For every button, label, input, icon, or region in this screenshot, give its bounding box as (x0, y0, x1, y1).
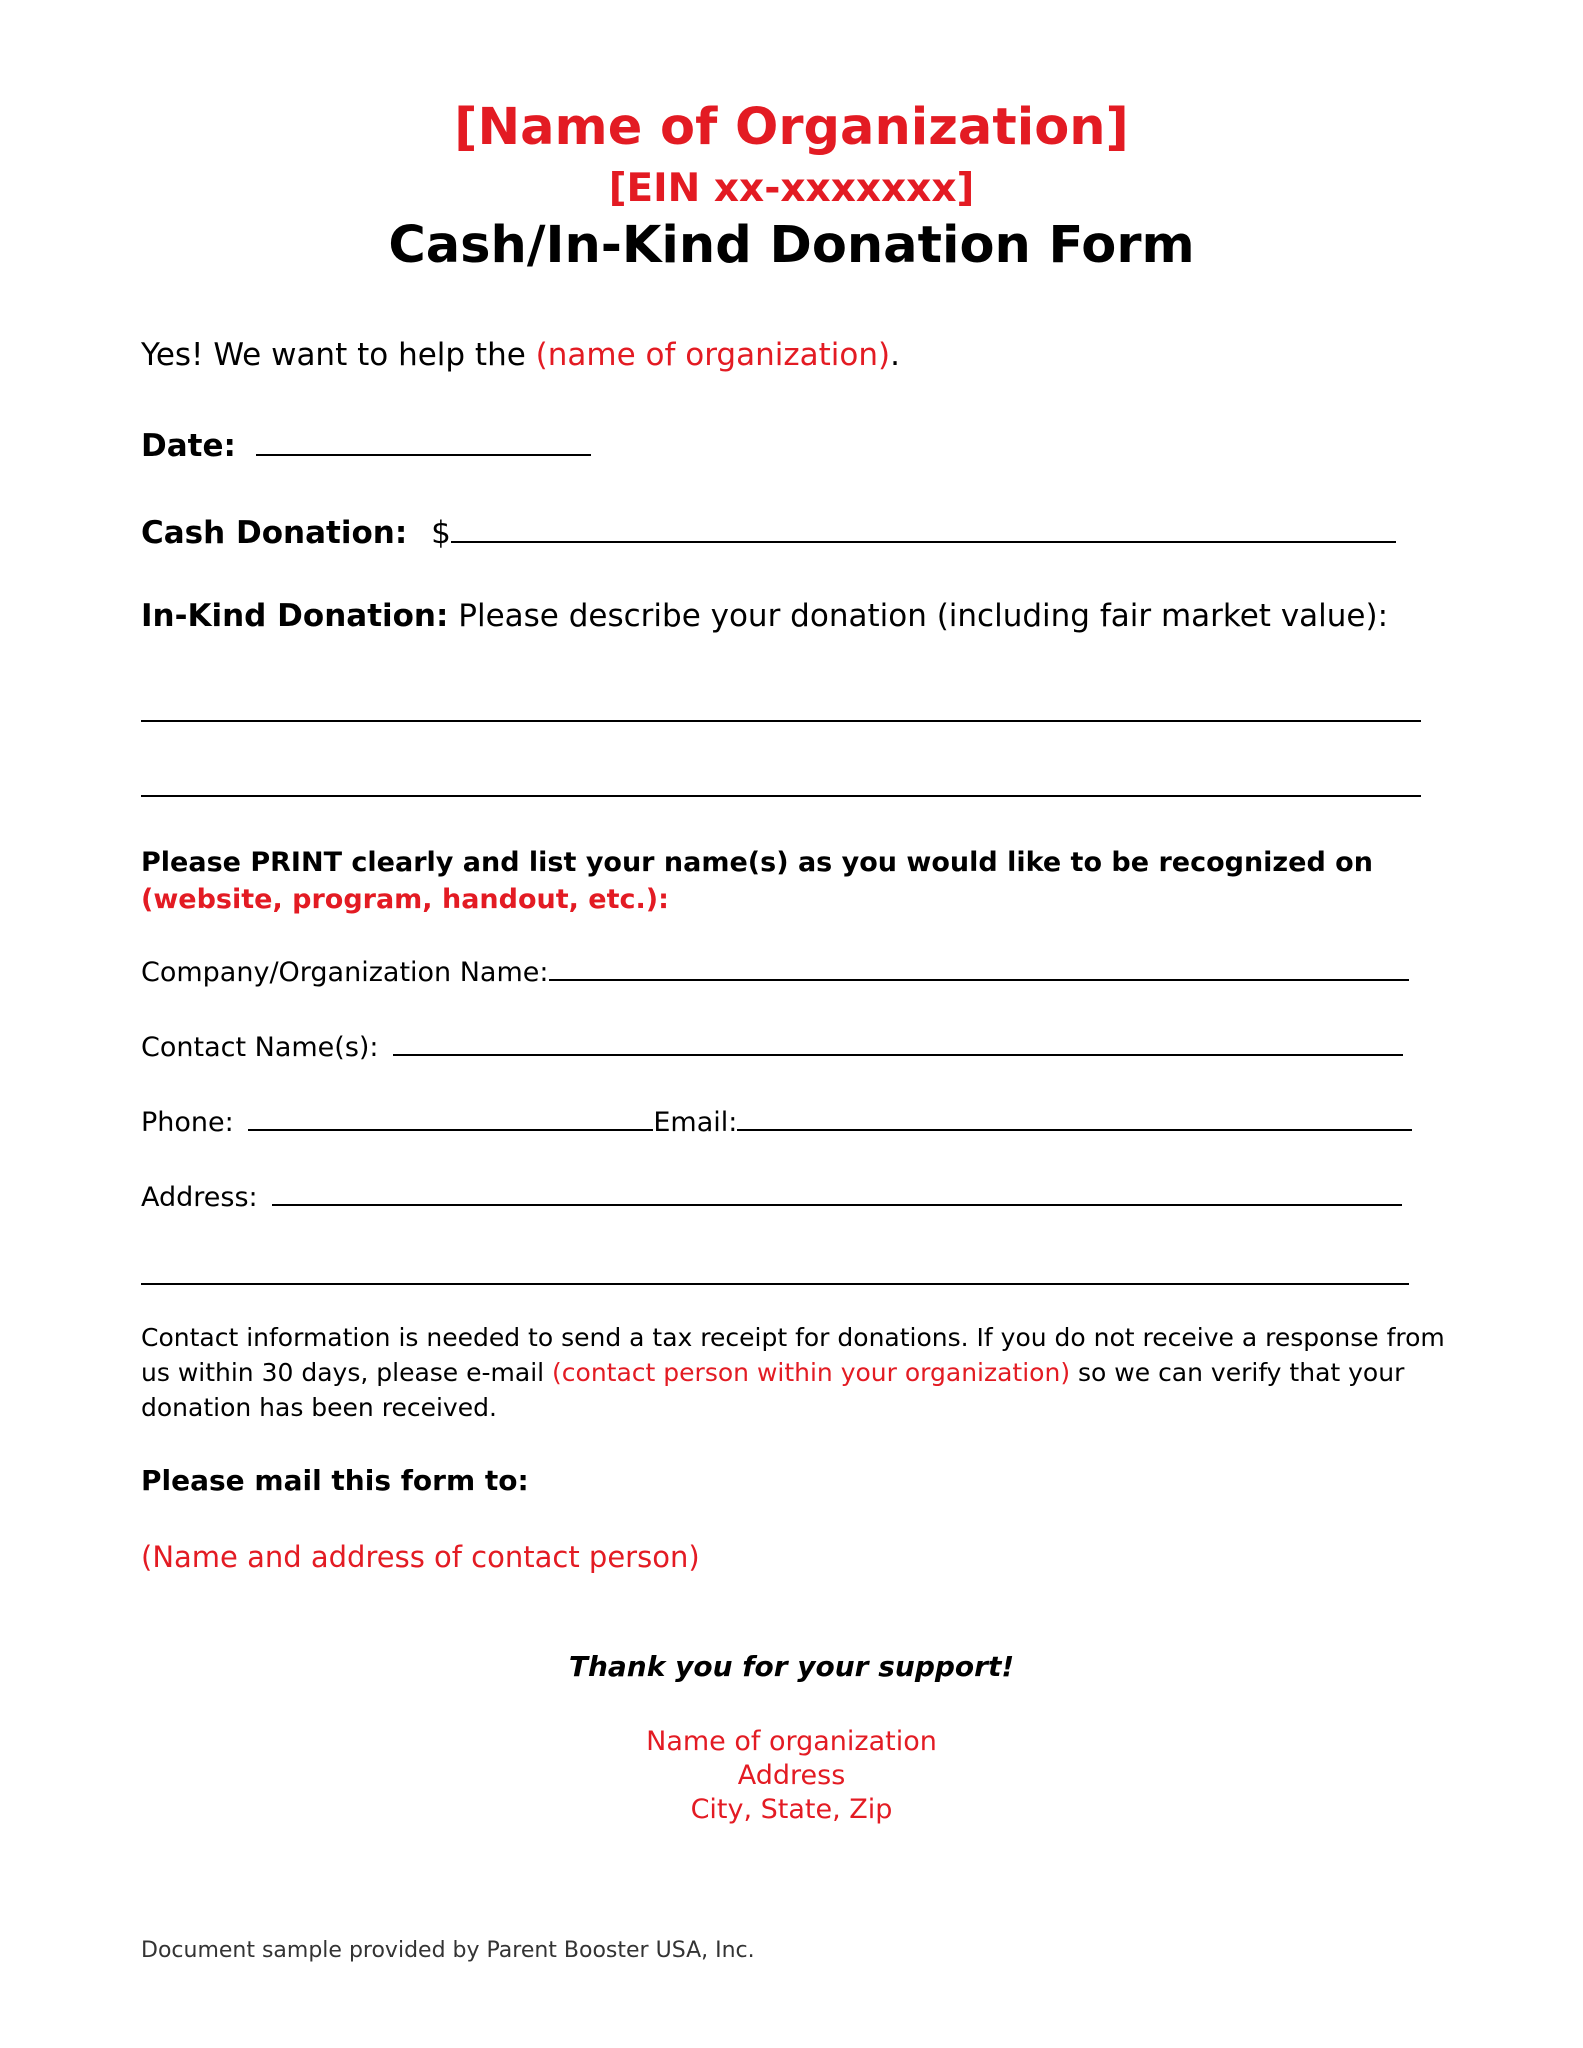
intro-text: Yes! We want to help the (141, 337, 536, 373)
print-instructions-text: Please PRINT clearly and list your name(s) as you would like to be recognized on (141, 847, 1373, 878)
phone-field[interactable] (248, 1103, 653, 1131)
document-credit: Document sample provided by Parent Booster USA, Inc. (141, 1938, 755, 1963)
currency-symbol: $ (431, 515, 451, 551)
thank-you-message: Thank you for your support! (568, 1650, 1015, 1683)
print-instructions (141, 844, 1373, 918)
in-kind-donation-row (141, 598, 1388, 634)
date-field[interactable] (256, 424, 591, 456)
company-row (141, 953, 1409, 988)
footer-city-state-zip: City, State, Zip (690, 1794, 893, 1825)
phone-label: Phone: (141, 1107, 234, 1138)
in-kind-description-line-1[interactable] (141, 720, 1421, 722)
intro-end: . (890, 337, 900, 373)
mail-contact-placeholder: (Name and address of contact person) (141, 1540, 700, 1574)
tax-note-text-1: Contact information is needed to send a tax receipt for donations. If you do not receive a response from us within 30 days, please e-mail (141, 1323, 1445, 1387)
recognition-venues-placeholder: (website, program, handout, etc.): (141, 884, 669, 915)
tax-note-text-2: so we can verify that your donation has been received. (141, 1358, 1405, 1422)
contact-row (141, 1028, 1403, 1063)
cash-donation-label: Cash Donation: (141, 515, 408, 551)
phone-email-row (141, 1103, 1412, 1138)
in-kind-label: In-Kind Donation: (141, 598, 449, 634)
tax-note-contact-placeholder: (contact person within your organization) (552, 1358, 1071, 1387)
contact-label: Contact Name(s): (141, 1032, 379, 1063)
intro-statement (141, 337, 900, 373)
email-field[interactable] (737, 1103, 1412, 1131)
date-row (141, 424, 591, 464)
footer-organization-name: Name of organization (646, 1726, 937, 1757)
email-label: Email: (653, 1107, 738, 1138)
mail-form-label: Please mail this form to: (141, 1464, 529, 1497)
contact-field[interactable] (393, 1028, 1403, 1056)
in-kind-description-line-2[interactable] (141, 795, 1421, 797)
address-line-2[interactable] (141, 1283, 1409, 1285)
address-row (141, 1178, 1402, 1213)
form-title: Cash/In-Kind Donation Form (388, 216, 1195, 275)
organization-name-heading: [Name of Organization] (454, 98, 1129, 157)
address-label: Address: (141, 1182, 258, 1213)
intro-org-placeholder: (name of organization) (535, 337, 891, 373)
cash-amount-field[interactable] (451, 511, 1396, 543)
company-label: Company/Organization Name: (141, 957, 549, 988)
address-field[interactable] (272, 1178, 1402, 1206)
tax-receipt-note (141, 1320, 1461, 1425)
ein-heading: [EIN xx-xxxxxxx] (608, 166, 975, 211)
date-label: Date: (141, 428, 236, 464)
cash-donation-row (141, 511, 1396, 551)
footer-address: Address (737, 1760, 846, 1791)
in-kind-description-prompt: Please describe your donation (including fair market value): (448, 598, 1389, 634)
company-field[interactable] (549, 953, 1409, 981)
